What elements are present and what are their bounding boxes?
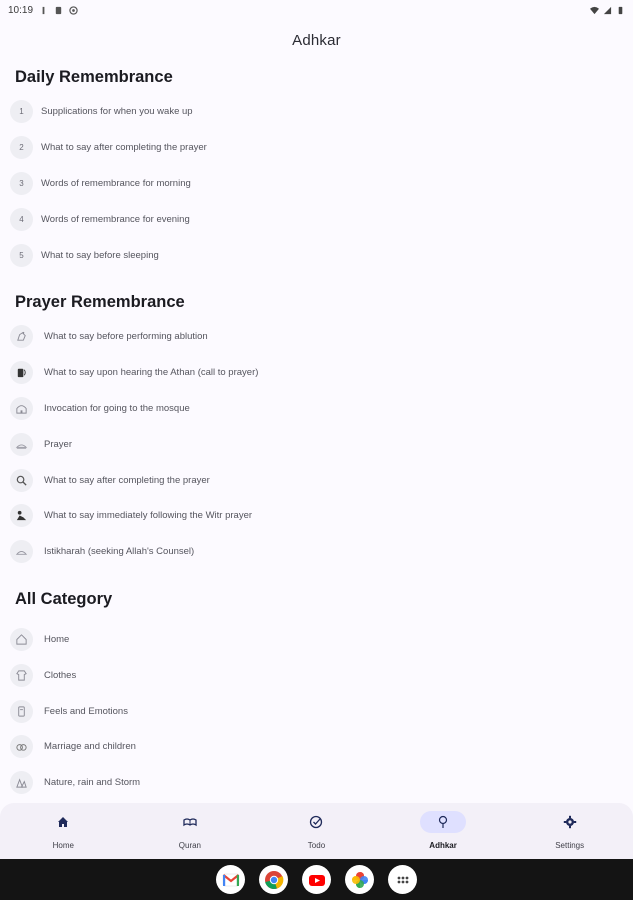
nav-icon-container: [40, 811, 86, 833]
list-item-label: What to say before sleeping: [41, 249, 159, 261]
nav-icon-container: [293, 811, 339, 833]
list-item-label: Istikharah (seeking Allah's Counsel): [44, 546, 195, 558]
item-number-badge: 2: [10, 136, 33, 159]
nav-label: Todo: [307, 841, 326, 850]
list-item-label: Home: [44, 633, 70, 645]
nav-item-quran[interactable]: [145, 803, 235, 850]
notification-icon: [39, 6, 48, 15]
chrome-icon[interactable]: [259, 865, 288, 894]
list-item-label: Supplications for when you wake up: [41, 106, 193, 118]
list-item[interactable]: [0, 657, 633, 693]
home-icon: [10, 628, 33, 651]
battery-icon: [616, 6, 625, 15]
nav-label: Home: [52, 841, 74, 850]
vpn-icon: [69, 6, 78, 15]
list-item-label: Marriage and children: [44, 741, 136, 753]
ablution-icon: [10, 325, 33, 348]
sim-icon: [54, 6, 63, 15]
list-item-label: What to say after completing the prayer: [41, 142, 207, 154]
list-item-label: Invocation for going to the mosque: [44, 402, 190, 414]
list-item[interactable]: [0, 498, 633, 534]
list-item[interactable]: [0, 237, 633, 273]
item-number-badge: 1: [10, 100, 33, 123]
list-item-label: Feels and Emotions: [44, 705, 128, 717]
list-item[interactable]: [0, 729, 633, 765]
status-time: 10:19: [8, 4, 34, 16]
rings-icon: [10, 735, 33, 758]
section-title-category: All Category: [15, 589, 113, 608]
item-number-badge: 3: [10, 172, 33, 195]
witr-icon: [10, 504, 33, 527]
adhkar-content: [0, 60, 633, 801]
list-item[interactable]: [0, 166, 633, 202]
search-icon: [10, 469, 33, 492]
gmail-icon[interactable]: [216, 865, 245, 894]
signal-icon: [603, 6, 612, 15]
clothes-icon: [10, 664, 33, 687]
todo-icon: [309, 815, 323, 829]
list-item-label: Clothes: [44, 669, 77, 681]
list-item[interactable]: [0, 319, 633, 355]
emotions-icon: [10, 700, 33, 723]
gear-icon: [563, 815, 577, 829]
wifi-icon: [590, 6, 599, 15]
list-item-label: What to say after completing the prayer: [44, 474, 210, 486]
list-item-label: Nature, rain and Storm: [44, 777, 141, 789]
item-number-badge: 5: [10, 244, 33, 267]
nav-label: Quran: [178, 841, 201, 850]
nav-label: Settings: [555, 841, 585, 850]
list-item[interactable]: [0, 130, 633, 166]
list-item[interactable]: [0, 534, 633, 570]
photos-icon[interactable]: [345, 865, 374, 894]
list-item[interactable]: [0, 355, 633, 391]
home-icon: [56, 815, 70, 829]
mosque-icon: [10, 397, 33, 420]
list-item-label: Prayer: [44, 438, 72, 450]
quran-icon: [183, 815, 197, 829]
item-number-badge: 4: [10, 208, 33, 231]
list-item[interactable]: [0, 622, 633, 658]
list-item[interactable]: [0, 391, 633, 427]
list-item-label: Words of remembrance for evening: [41, 213, 190, 225]
list-item[interactable]: [0, 765, 633, 801]
status-bar: [0, 0, 633, 20]
nav-item-settings[interactable]: [525, 803, 615, 850]
nature-icon: [10, 771, 33, 794]
prayer-icon: [10, 433, 33, 456]
nav-item-adhkar[interactable]: [398, 803, 488, 850]
section-spacer: [0, 273, 633, 285]
adhkar-icon: [436, 815, 450, 829]
nav-icon-container: [420, 811, 466, 833]
nav-item-todo[interactable]: [271, 803, 361, 850]
list-item-label: Words of remembrance for morning: [41, 177, 191, 189]
youtube-icon[interactable]: [302, 865, 331, 894]
section-title-daily: Daily Remembrance: [15, 68, 173, 86]
list-item-label: What to say before performing ablution: [44, 331, 208, 343]
section-title-prayer: Prayer Remembrance: [15, 292, 185, 311]
nav-item-home[interactable]: [18, 803, 108, 850]
athan-icon: [10, 361, 33, 384]
page-title: Adhkar: [292, 32, 341, 49]
bottom-nav: [0, 803, 633, 859]
list-item[interactable]: [0, 201, 633, 237]
list-item[interactable]: [0, 693, 633, 729]
nav-icon-container: [547, 811, 593, 833]
section-spacer: [0, 570, 633, 582]
app-drawer-icon[interactable]: [388, 865, 417, 894]
list-item[interactable]: [0, 426, 633, 462]
istikharah-icon: [10, 540, 33, 563]
list-item[interactable]: [0, 94, 633, 130]
nav-icon-container: [167, 811, 213, 833]
status-right: [590, 6, 625, 15]
list-item[interactable]: [0, 462, 633, 498]
system-dock: [0, 859, 633, 900]
list-item-label: What to say upon hearing the Athan (call to prayer): [44, 367, 259, 379]
status-left: [8, 5, 78, 16]
nav-label: Adhkar: [429, 841, 457, 850]
list-item-label: What to say immediately following the Witr prayer: [44, 510, 253, 522]
